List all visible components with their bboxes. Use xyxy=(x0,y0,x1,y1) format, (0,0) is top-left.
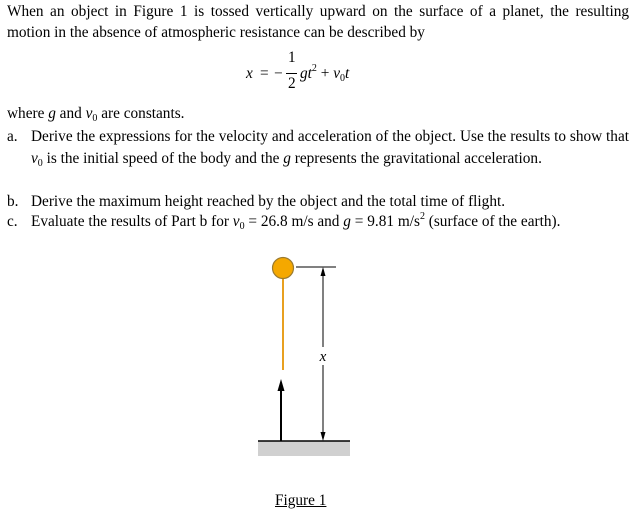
item-c-text-3: = 9.81 m/s xyxy=(350,213,420,230)
where-prefix: where xyxy=(7,105,49,122)
intro-paragraph xyxy=(7,1,629,43)
upward-arrow-icon xyxy=(278,379,285,391)
equation-v: v xyxy=(333,65,340,82)
item-c-g: g xyxy=(343,213,351,230)
item-c-text-2: = 26.8 m/s and xyxy=(244,213,344,230)
equation-rhs xyxy=(300,65,349,83)
motion-equation xyxy=(246,49,386,93)
where-and: and xyxy=(55,105,86,122)
equation-lhs: x xyxy=(246,65,253,82)
equation-v-subscript: 0 xyxy=(340,73,345,84)
item-body xyxy=(31,211,629,233)
item-body xyxy=(31,126,629,170)
equation-minus: − xyxy=(274,65,283,82)
item-body xyxy=(31,191,629,213)
equation-equals: = xyxy=(260,65,269,82)
fraction-bar xyxy=(286,73,297,74)
dimension-bottom-arrow-icon xyxy=(321,432,326,441)
item-a-g: g xyxy=(283,150,291,167)
ground-block xyxy=(258,441,350,456)
item-marker: b. xyxy=(7,193,19,210)
item-a-v-subscript: 0 xyxy=(37,158,43,169)
item-a-v: v xyxy=(31,150,38,167)
item-c-exponent: 2 xyxy=(419,211,425,222)
item-marker: a. xyxy=(7,128,18,145)
ball xyxy=(273,258,294,279)
figure-caption: Figure 1 xyxy=(275,492,327,509)
figure-1-diagram xyxy=(240,250,360,465)
intro-text: When an object in Figure 1 is tossed vertically upward on the surface of a planet, the resulting motion in the absence of atmospheric resistance can be described by xyxy=(7,3,629,41)
item-c-text-4: (surface of the earth). xyxy=(424,213,561,230)
where-v: v xyxy=(85,105,93,122)
equation-plus: + xyxy=(320,65,330,82)
item-b-text: Derive the maximum height reached by the object and the total time of flight. xyxy=(31,193,506,210)
equation-t: t xyxy=(345,65,350,82)
where-suffix: are constants. xyxy=(97,105,185,122)
where-v-subscript: 0 xyxy=(92,113,98,124)
item-c-v-subscript: 0 xyxy=(239,221,245,232)
where-g: g xyxy=(48,105,56,122)
item-c-v: v xyxy=(232,213,240,230)
dimension-top-arrow-icon xyxy=(321,267,326,276)
item-marker: c. xyxy=(7,213,18,230)
item-a-text-1: Derive the expressions for the velocity and acceleration of the object. Use the results to show that xyxy=(31,128,629,145)
fraction-denominator: 2 xyxy=(288,75,296,92)
item-a-text-2: is the initial speed of the body and the xyxy=(42,150,284,167)
equation-exponent: 2 xyxy=(311,63,317,74)
item-a-text-3: represents the gravitational acceleration. xyxy=(290,150,542,167)
item-c-text-1: Evaluate the results of Part b for xyxy=(31,213,233,230)
equation-gt: gt xyxy=(300,65,312,82)
dimension-label: x xyxy=(319,349,327,365)
constants-paragraph xyxy=(7,103,629,124)
fraction-numerator: 1 xyxy=(288,49,296,66)
